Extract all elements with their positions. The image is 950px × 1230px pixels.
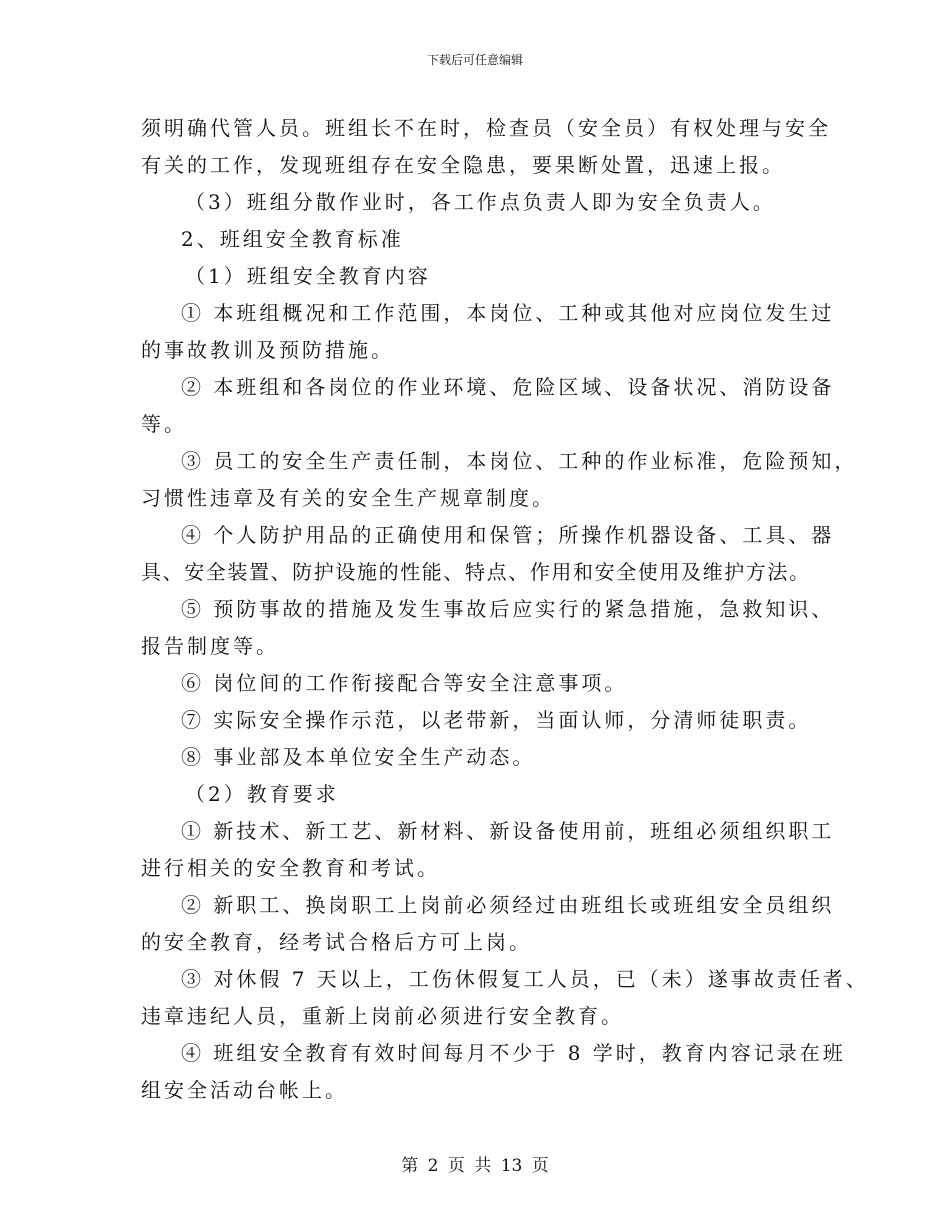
paragraph-line: 习惯性违章及有关的安全生产规章制度。 (141, 486, 555, 510)
list-item: ⑥ 岗位间的工作衔接配合等安全注意事项。 (181, 671, 628, 695)
paragraph-line: （3）班组分散作业时，各工作点负责人即为安全负责人。 (185, 190, 776, 214)
list-item: ⑤ 预防事故的措施及发生事故后应实行的紧急措施，急救知识、 (181, 597, 835, 621)
list-item: ④ 个人防护用品的正确使用和保管；所操作机器设备、工具、器 (181, 523, 835, 547)
paragraph-line: 有关的工作，发现班组存在安全隐患，要果断处置，迅速上报。 (141, 153, 785, 177)
paragraph-line: 具、安全装置、防护设施的性能、特点、作用和安全使用及维护方法。 (141, 560, 811, 584)
subsection-heading: （1）班组安全教育内容 (185, 264, 431, 288)
section-heading: 2、班组安全教育标准 (181, 227, 404, 251)
list-item: ④ 班组安全教育有效时间每月不少于 8 学时，教育内容记录在班 (181, 1041, 846, 1065)
list-item: ⑦ 实际安全操作示范，以老带新，当面认师，分清师徒职责。 (181, 708, 812, 732)
list-item: ② 本班组和各岗位的作业环境、危险区域、设备状况、消防设备 (181, 375, 835, 399)
subsection-heading: （2）教育要求 (185, 782, 339, 806)
paragraph-line: 报告制度等。 (141, 634, 279, 658)
list-item: ① 本班组概况和工作范围，本岗位、工种或其他对应岗位发生过 (181, 301, 835, 325)
list-item: ⑧ 事业部及本单位安全生产动态。 (181, 745, 536, 769)
list-item: ① 新技术、新工艺、新材料、新设备使用前，班组必须组织职工 (181, 819, 835, 843)
list-item: ② 新职工、换岗职工上岗前必须经过由班组长或班组安全员组织 (181, 893, 835, 917)
page-header: 下载后可任意编辑 (426, 53, 523, 67)
paragraph-line: 的安全教育，经考试合格后方可上岗。 (141, 930, 532, 954)
list-item: ③ 员工的安全生产责任制，本岗位、工种的作业标准，危险预知， (181, 449, 858, 473)
paragraph-line: 组安全活动台帐上。 (141, 1078, 348, 1102)
paragraph-line: 须明确代管人员。班组长不在时，检查员（安全员）有权处理与安全 (141, 116, 831, 140)
paragraph-line: 进行相关的安全教育和考试。 (141, 856, 440, 880)
paragraph-line: 等。 (141, 412, 187, 436)
list-item: ③ 对休假 7 天以上，工伤休假复工人员，已（未）遂事故责任者、 (181, 967, 869, 991)
document-body (141, 110, 869, 1109)
paragraph-line: 违章违纪人员，重新上岗前必须进行安全教育。 (141, 1004, 624, 1028)
paragraph-line: 的事故教训及预防措施。 (141, 338, 394, 362)
page-number: 第 2 页 共 13 页 (401, 1156, 549, 1176)
